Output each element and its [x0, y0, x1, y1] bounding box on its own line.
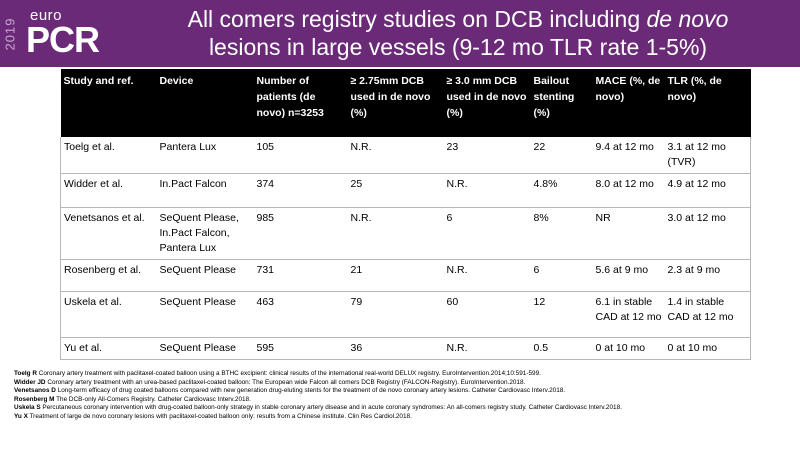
- column-header: TLR (%, de novo): [665, 69, 751, 137]
- reference-item: [14, 396, 794, 405]
- reference-item: [14, 413, 794, 422]
- table-cell: 5.6 at 9 mo: [593, 260, 665, 292]
- table-cell: 0.5: [531, 338, 593, 360]
- reference-item: [14, 370, 794, 379]
- slide-title: [128, 5, 788, 61]
- column-header: Number of patients (de novo) n=3253: [254, 69, 348, 137]
- title-italic: de novo: [646, 6, 729, 32]
- table-cell: 0 at 10 mo: [593, 338, 665, 360]
- reference-author: Rosenberg M: [14, 395, 55, 403]
- reference-author: Widder JD: [14, 378, 46, 386]
- table-cell: 985: [254, 208, 348, 260]
- reference-text: The DCB-only All-Comers Registry. Catheter Cardiovasc Interv.2018.: [54, 395, 251, 403]
- table-cell: SeQuent Please: [157, 292, 254, 338]
- column-header: MACE (%, de novo): [593, 69, 665, 137]
- table-cell: 9.4 at 12 mo: [593, 137, 665, 174]
- table-cell: 4.9 at 12 mo: [665, 174, 751, 208]
- column-header: Device: [157, 69, 254, 137]
- table-cell: 105: [254, 137, 348, 174]
- table-row: [61, 208, 751, 260]
- reference-item: [14, 379, 794, 388]
- table-cell: Venetsanos et al.: [61, 208, 157, 260]
- column-header: ≥ 3.0 mm DCB used in de novo (%): [444, 69, 531, 137]
- table-cell: SeQuent Please: [157, 338, 254, 360]
- reference-text: Treatment of large de novo coronary lesions with paclitaxel-coated balloon only: results from a Chinese institute. Clin Res Cardiol.2018.: [27, 412, 412, 420]
- table-row: [61, 292, 751, 338]
- title-line1: All comers registry studies on DCB including: [187, 6, 647, 32]
- reference-author: Venetsanos D: [14, 387, 56, 394]
- reference-item: [14, 404, 794, 413]
- table-cell: Widder et al.: [61, 174, 157, 208]
- table-cell: 8%: [531, 208, 593, 260]
- reference-author: Yu X: [14, 412, 28, 420]
- table-cell: SeQuent Please: [157, 260, 254, 292]
- reference-author: Toelg R: [14, 370, 37, 377]
- reference-text: Coronary artery treatment with paclitaxel-coated balloon using a BTHC excipient: clinical results of the international real-world DELUX registry. EuroIntervention.2014;10:591-599.: [36, 370, 541, 377]
- table-row: [61, 338, 751, 360]
- table-cell: Pantera Lux: [157, 137, 254, 174]
- table-cell: 6: [444, 208, 531, 260]
- table-cell: 595: [254, 338, 348, 360]
- table-cell: NR: [593, 208, 665, 260]
- logo-euro-text: euro: [30, 7, 63, 24]
- table-cell: 21: [348, 260, 444, 292]
- table-cell: 25: [348, 174, 444, 208]
- table-cell: 4.8%: [531, 174, 593, 208]
- table-body: [61, 137, 751, 360]
- table-cell: 2.3 at 9 mo: [665, 260, 751, 292]
- column-header: Bailout stenting (%): [531, 69, 593, 137]
- reference-text: Long-term efficacy of drug coated balloons compared with new generation drug-eluting stents for the treatment of de novo coronary artery lesions. Catheter Cardiovasc Interv.2018.: [55, 387, 566, 394]
- table-cell: 23: [444, 137, 531, 174]
- table-cell: 12: [531, 292, 593, 338]
- table-header-row: [61, 69, 751, 137]
- table-cell: 3.0 at 12 mo: [665, 208, 751, 260]
- table-cell: 731: [254, 260, 348, 292]
- table-cell: N.R.: [444, 174, 531, 208]
- table-row: [61, 174, 751, 208]
- table-cell: 6.1 in stable CAD at 12 mo: [593, 292, 665, 338]
- reference-text: Percutaneous coronary intervention with drug-coated balloon-only strategy in stable coronary artery disease and in acute coronary syndromes: An all-comers registry study. Catheter Cardiovasc Interv.2018.: [40, 404, 622, 411]
- table-row: [61, 260, 751, 292]
- title-line2: lesions in large vessels (9-12 mo TLR rate 1-5%): [208, 34, 708, 60]
- table-cell: 374: [254, 174, 348, 208]
- column-header: Study and ref.: [61, 69, 157, 137]
- table-cell: 22: [531, 137, 593, 174]
- table-cell: Toelg et al.: [61, 137, 157, 174]
- table-cell: 36: [348, 338, 444, 360]
- table-cell: 1.4 in stable CAD at 12 mo: [665, 292, 751, 338]
- reference-text: Coronary artery treatment with an urea-based paclitaxel-coated balloon: The European wide Falcon all comers DCB Registry (FALCON-Registry). EuroIntervention.2018.: [45, 378, 526, 386]
- table-cell: N.R.: [444, 260, 531, 292]
- table-cell: 8.0 at 12 mo: [593, 174, 665, 208]
- table-cell: 79: [348, 292, 444, 338]
- table-cell: 0 at 10 mo: [665, 338, 751, 360]
- table-cell: SeQuent Please, In.Pact Falcon, Pantera Lux: [157, 208, 254, 260]
- table-row: [61, 137, 751, 174]
- table-cell: N.R.: [444, 338, 531, 360]
- table-cell: N.R.: [348, 137, 444, 174]
- table-cell: N.R.: [348, 208, 444, 260]
- reference-author: Uskela S: [14, 404, 41, 411]
- column-header: ≥ 2.75mm DCB used in de novo (%): [348, 69, 444, 137]
- registry-table: [60, 69, 751, 360]
- slide-header: [0, 0, 800, 67]
- logo-pcr-text: PCR: [26, 19, 100, 60]
- table-cell: 3.1 at 12 mo (TVR): [665, 137, 751, 174]
- table-cell: 60: [444, 292, 531, 338]
- registry-table-wrap: [60, 69, 750, 360]
- table-cell: Yu et al.: [61, 338, 157, 360]
- reference-item: [14, 387, 794, 396]
- year-label: 2019: [2, 17, 18, 51]
- table-cell: 6: [531, 260, 593, 292]
- table-cell: In.Pact Falcon: [157, 174, 254, 208]
- table-cell: Uskela et al.: [61, 292, 157, 338]
- table-cell: Rosenberg et al.: [61, 260, 157, 292]
- references: [14, 370, 794, 421]
- table-cell: 463: [254, 292, 348, 338]
